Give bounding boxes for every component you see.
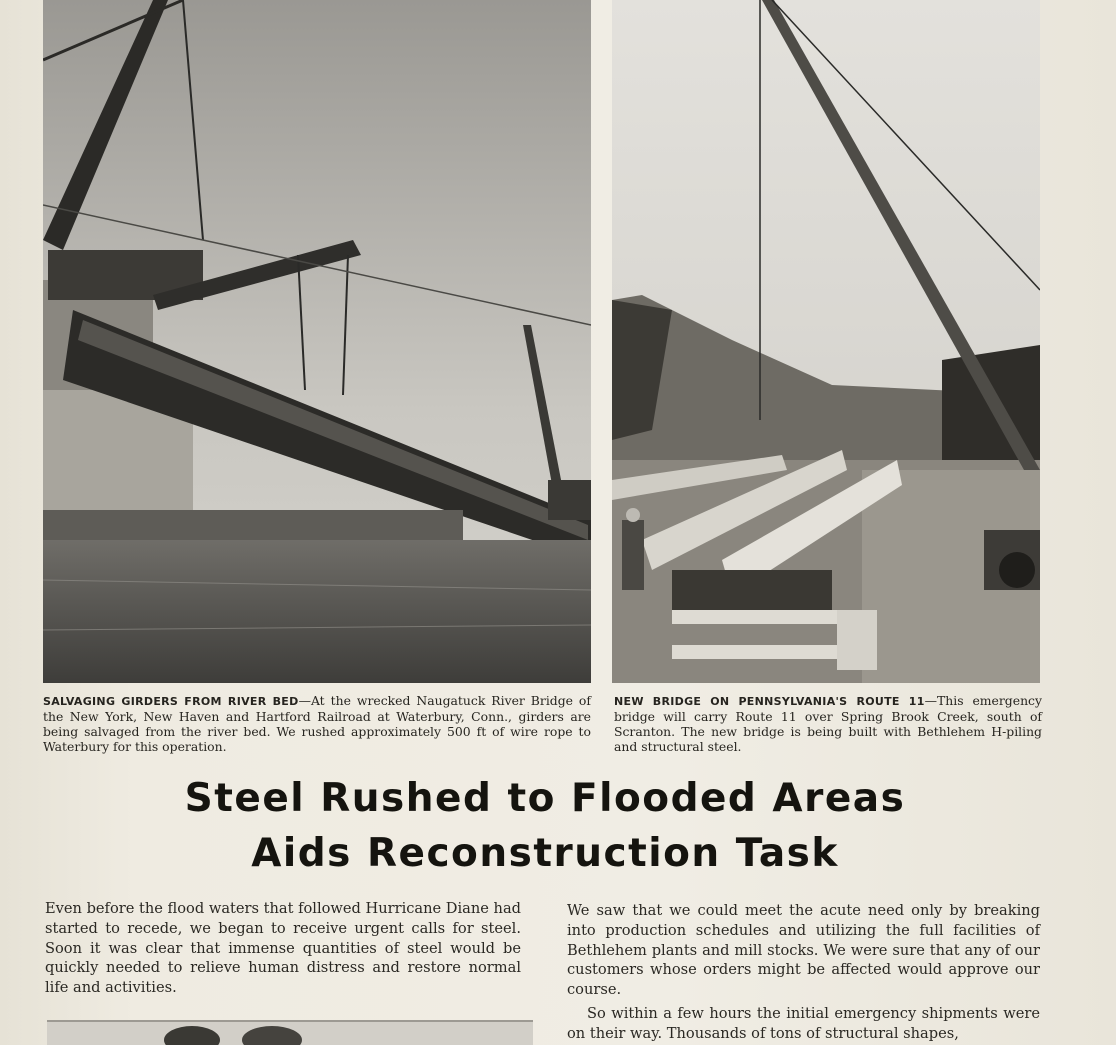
photo-new-bridge — [612, 0, 1040, 683]
caption-new-bridge — [614, 693, 1042, 754]
photo-salvaging-girders-image — [43, 0, 591, 683]
headline-line-2: Aids Reconstruction Task — [251, 831, 839, 876]
article-paragraph-3: So within a few hours the initial emergency shipments were on their way. Thousands of tons of structural shapes, — [567, 1005, 1040, 1042]
headline-line-1: Steel Rushed to Flooded Areas — [184, 776, 906, 821]
caption-left-text: —At the wrecked Naugatuck River Bridge of the New York, New Haven and Hartford Railroad at Waterbury, Conn., girders are being salvaged from the river bed. We rushed approximately 500 ft of wire rope to Waterbury for this operation. — [43, 693, 591, 754]
article-paragraph-2: We saw that we could meet the acute need only by breaking into production schedules and utilizing the full facilities of Bethlehem plants and mill stocks. We were sure that any of our customers whose orders might be affected would approve our course. — [567, 902, 1040, 999]
caption-left-lead: SALVAGING GIRDERS FROM RIVER BED — [43, 695, 299, 708]
photo-bottom-cropped — [47, 1020, 533, 1045]
photo-salvaging-girders — [43, 0, 591, 683]
article-paragraph-1: Even before the flood waters that followed Hurricane Diane had started to recede, we began to receive urgent calls for steel. Soon it was clear that immense quantities of steel would be quickly needed to relieve human distress and restore normal life and activities. — [45, 900, 521, 997]
photo-bottom-image — [47, 1020, 533, 1045]
photo-new-bridge-image — [612, 0, 1040, 683]
caption-salvaging-girders — [43, 693, 591, 754]
caption-right-text: —This emergency bridge will carry Route 11 over Spring Brook Creek, south of Scranton. The new bridge is being built with Bethlehem H-piling and structural steel. — [614, 693, 1042, 754]
caption-right-lead: NEW BRIDGE ON PENNSYLVANIA'S ROUTE 11 — [614, 695, 925, 708]
